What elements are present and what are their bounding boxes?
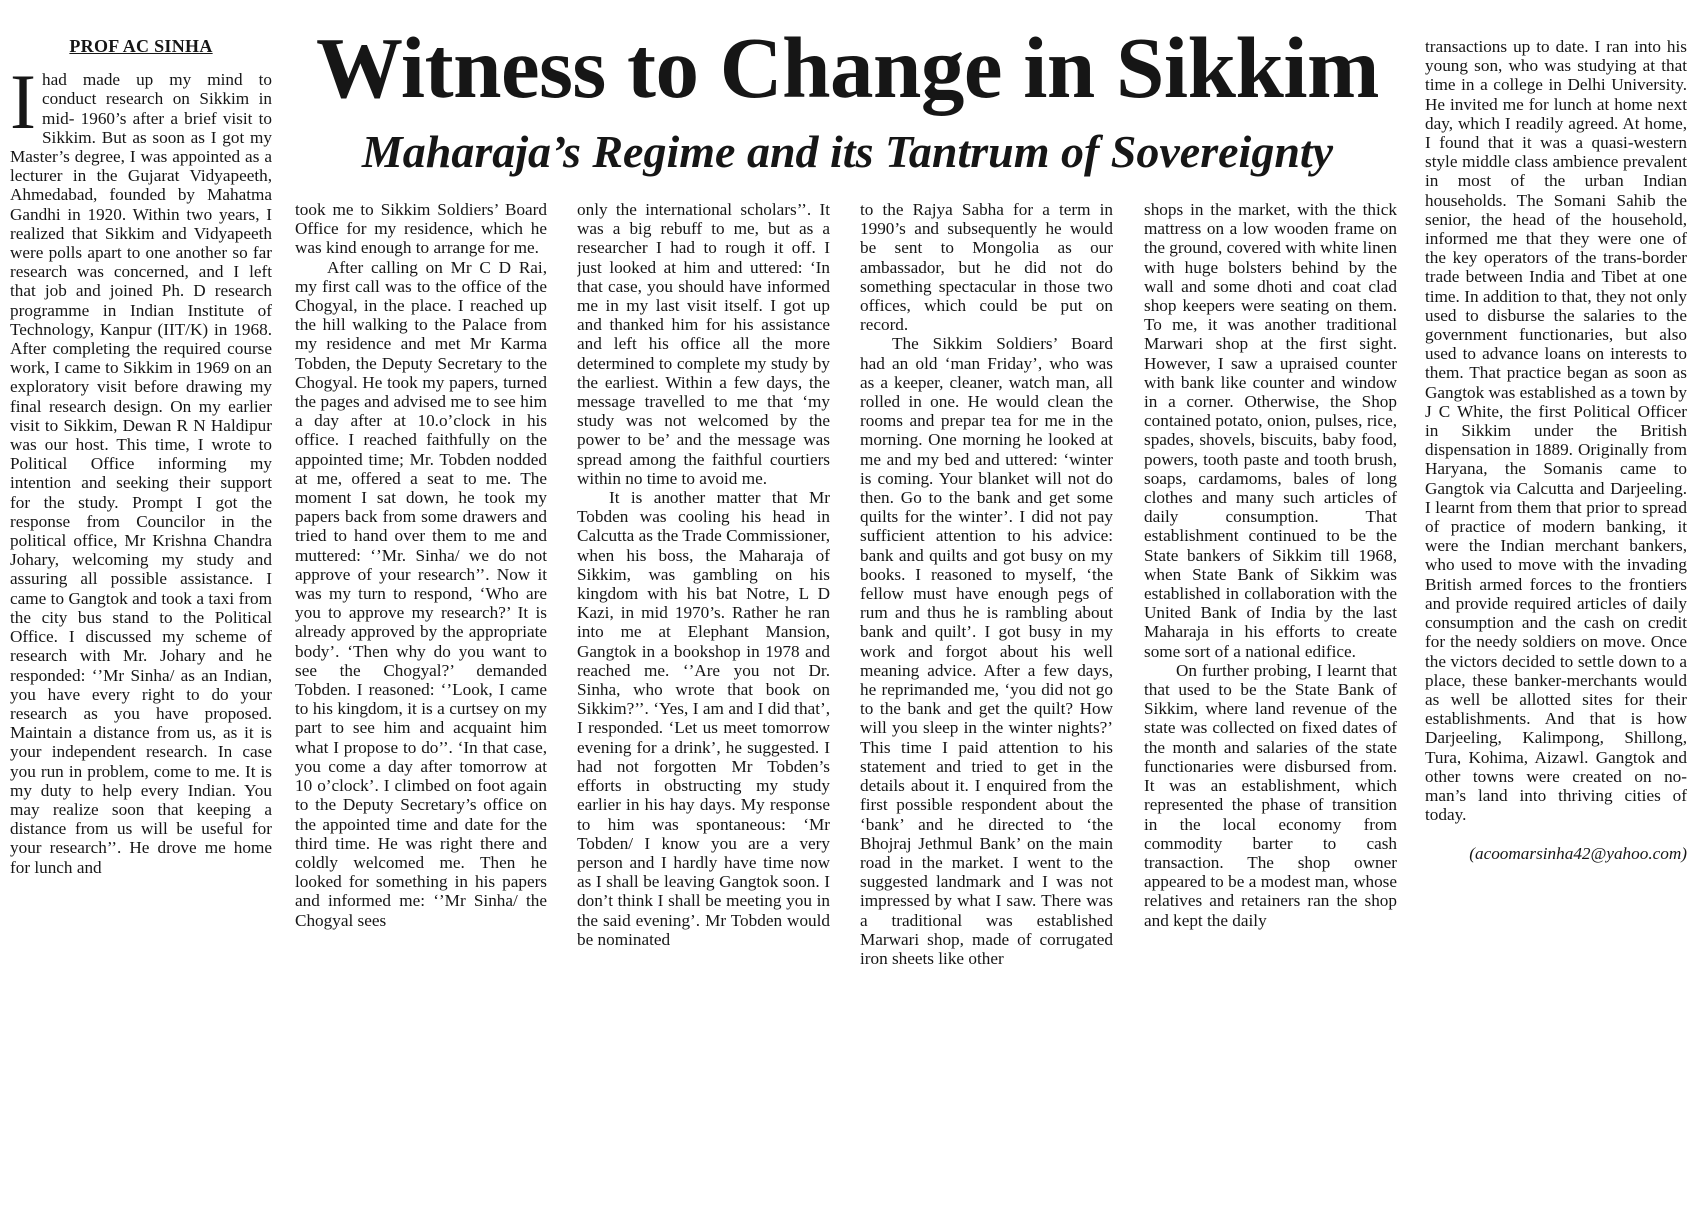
article-column-3 bbox=[577, 200, 830, 1206]
drop-cap: I bbox=[10, 58, 36, 146]
article-paragraph: shops in the market, with the thick mattress on a low wooden frame on the ground, covered with white linen with huge bolsters behind by the wall and some dhoti and coat clad shop keepers were seating on them. To me, it was another traditional Marwari shop at the first sight. However, I saw a upraised counter with bank like counter and window in a corner. Otherwise, the Shop contained potato, onion, pulses, rice, spades, shovels, biscuits, baby food, powers, tooth paste and tooth brush, soaps, cardamoms, bales of long clothes and many such articles of daily consumption. That establishment continued to be the State bankers of Sikkim till 1968, when State Bank of Sikkim was established in collaboration with the United Bank of India by the last Maharaja in his efforts to create some sort of a national edifice. bbox=[1144, 200, 1397, 661]
article-column-2 bbox=[295, 200, 547, 1206]
article-paragraph: to the Rajya Sabha for a term in 1990’s and subsequently he would be sent to Mongolia as our ambassador, but he did not do something spectacular in those two offices, which could be put on record. bbox=[860, 200, 1113, 335]
article-headline: Witness to Change in Sikkim bbox=[316, 19, 1379, 116]
article-column-5 bbox=[1144, 200, 1397, 1206]
article-subheadline: Maharaja’s Regime and its Tantrum of Sovereignty bbox=[361, 126, 1334, 177]
article-paragraph: transactions up to date. I ran into his young son, who was studying at that time in a college in Delhi University. He invited me for lunch at home next day, which I readily agreed. At home, I found that it was a quasi-western style middle class ambience prevalent in most of the urban Indian households. The Somani Sahib the senior, the head of the household, informed me that they were one of the key operators of the trans-border trade between India and Tibet at one time. In addition to that, they not only used to disburse the salaries to the government functionaries, but also used to advance loans on interests to them. That practice began as soon as Gangtok was established as a town by J C White, the first Political Officer in Sikkim under the British dispensation in 1889. Originally from Haryana, the Somanis came to Gangtok via Calcutta and Darjeeling. I learnt from them that prior to spread of practice of modern banking, it were the Indian merchant bankers, who used to move with the invading British armed forces to the frontiers and provide required articles of daily consumption and the cash on credit for the needy soldiers on move. Once the victors decided to settle down to a place, these banker-merchants would as well be allotted sites for their establishments. And that is how Darjeeling, Kalimpong, Shillong, Tura, Kohima, Aizawl. Gangtok and other towns were created on no-man’s land into thriving cities of today. bbox=[1425, 37, 1687, 825]
paragraph-text: had made up my mind to conduct research on Sikkim in mid- 1960’s after a brief visit to Sikkim. But as soon as I got my Master’s degree, I was appointed as a lecturer in the Gujarat Vidyapeeth, Ahmedabad, founded by Mahatma Gandhi in 1920. Within two years, I realized that Sikkim and Vidyapeeth were polls apart to one another so far research was concerned, and I left that job and joined Ph. D research programme in Indian Institute of Technology, Kanpur (IIT/K) in 1968. After completing the required course work, I came to Sikkim in 1969 on an exploratory visit before drawing my final research design. On my earlier visit to Sikkim, Dewan R N Haldipur was our host. This time, I wrote to Political Office informing my intention and seeking their support for the study. Prompt I got the response from Councilor in the political office, Mr Krishna Chandra Johary, welcoming my study and assuring all possible assistance. I came to Gangtok and took a taxi from the city bus stand to the Political Office. I discussed my scheme of research with Mr. Johary and he responded: ‘’Mr Sinha/ as an Indian, you have every right to do your research as you have proposed. Maintain a distance from us, as it is your independent research. In case you run in problem, come to me. It is my duty to help every Indian. You may realize soon that keeping a distance from us will be useful for your research’’. He drove me home for lunch and bbox=[10, 70, 272, 877]
article-paragraph: On further probing, I learnt that that used to be the State Bank of Sikkim, where land revenue of the state was collected on fixed dates of the month and salaries of the state functionaries were disbursed from. It was an establishment, which represented the phase of transition in the local economy from commodity barter to cash transaction. The shop owner appeared to be a modest man, whose relatives and retainers ran the shop and kept the daily bbox=[1144, 660, 1397, 930]
article-paragraph: The Sikkim Soldiers’ Board had an old ‘man Friday’, who was as a keeper, cleaner, watch man, all rolled in one. He would clean the rooms and prepar tea for me in the morning. One morning he looked at me and my bed and uttered: ‘winter is coming. Your blanket will not do then. Go to the bank and get some quilts for the winter’. I did not pay sufficient attention to his advice: bank and quilts and got busy on my books. I reasoned to myself, ‘the fellow must have enough pegs of rum and thus he is rambling about bank and quilt’. I got busy in my work and forgot about his well meaning advice. After a few days, he reprimanded me, ‘you did not go to the bank and get the quilt? How will you sleep in the winter nights?’ This time I paid attention to his statement and tried to get in the details about it. I enquired from the first possible respondent about the ‘bank’ and he directed to ‘the Bhojraj Jethmul Bank’ on the main road in the market. I went to the suggested landmark and I was not impressed by what I saw. There was a traditional was established Marwari shop, made of corrugated iron sheets like other bbox=[860, 334, 1113, 968]
article-column-6 bbox=[1425, 37, 1687, 1205]
article-paragraph: took me to Sikkim Soldiers’ Board Office for my residence, which he was kind enough to arrange for me. bbox=[295, 200, 547, 258]
article-column-4 bbox=[860, 200, 1113, 1206]
article-paragraph: After calling on Mr C D Rai, my first call was to the office of the Chogyal, in the place. I reached up the hill walking to the Palace from my residence and met Mr Karma Tobden, the Deputy Secretary to the Chogyal. He took my papers, turned the pages and advised me to see him a day after at 10.o’clock in his office. I reached faithfully on the appointed time; Mr. Tobden nodded at me, offered a seat to me. The moment I sat down, he took my papers back from some drawers and tried to hand over them to me and muttered: ‘’Mr. Sinha/ we do not approve of your research’’. Now it was my turn to respond, ‘Who are you to approve my research?’ It is already approved by the appropriate body’. ‘Then why do you want to see the Chogyal?’ demanded Tobden. I reasoned: ‘’Look, I came to his kingdom, it is a curtsey on my part to see him and acquaint him what I propose to do’’. ‘In that case, you come a day after tomorrow at 10 o’clock’. I climbed on foot again to the Deputy Secretary’s office on the appointed time and date for the third time. He was right there and coldly welcomed me. Then he looked for something in his papers and informed me: ‘’Mr Sinha/ the Chogyal sees bbox=[295, 257, 547, 930]
article-paragraph bbox=[10, 58, 272, 877]
article-paragraph: It is another matter that Mr Tobden was cooling his head in Calcutta as the Trade Commissioner, when his boss, the Maharaja of Sikkim, was gambling on his kingdom with his bat Notre, L D Kazi, in mid 1970’s. Rather he ran into me at Elephant Mansion, Gangtok in a bookshop in 1978 and reached me. ‘’Are you not Dr. Sinha, who wrote that book on Sikkim?’’. ‘Yes, I am and I did that’, I responded. ‘Let us meet tomorrow evening for a drink’, he suggested. I had not forgotten Mr Tobden’s efforts in obstructing my study earlier in his hay days. My response to him was spontaneous: ‘Mr Tobden/ I know you are a very person and I hardly have time now as I shall be leaving Gangtok soon. I don’t think I shall be meeting you in the said evening’. Mr Tobden would be nominated bbox=[577, 488, 830, 949]
author-email: (acoomarsinha42@yahoo.com) bbox=[1469, 844, 1687, 864]
article-column-1 bbox=[10, 37, 272, 1205]
article-paragraph: only the international scholars’’. It was a big rebuff to me, but as a researcher I had to rough it off. I just looked at him and uttered: ‘In that case, you should have informed me in my last visit itself. I got up and thanked him for his assistance and left his office all the more determined to complete my study by the earliest. Within a few days, the message travelled to me that ‘my study was not welcomed by the power to be’ and the message was spread among the faithful courtiers within no time to avoid me. bbox=[577, 200, 830, 488]
author-byline: PROF AC SINHA bbox=[69, 37, 213, 56]
